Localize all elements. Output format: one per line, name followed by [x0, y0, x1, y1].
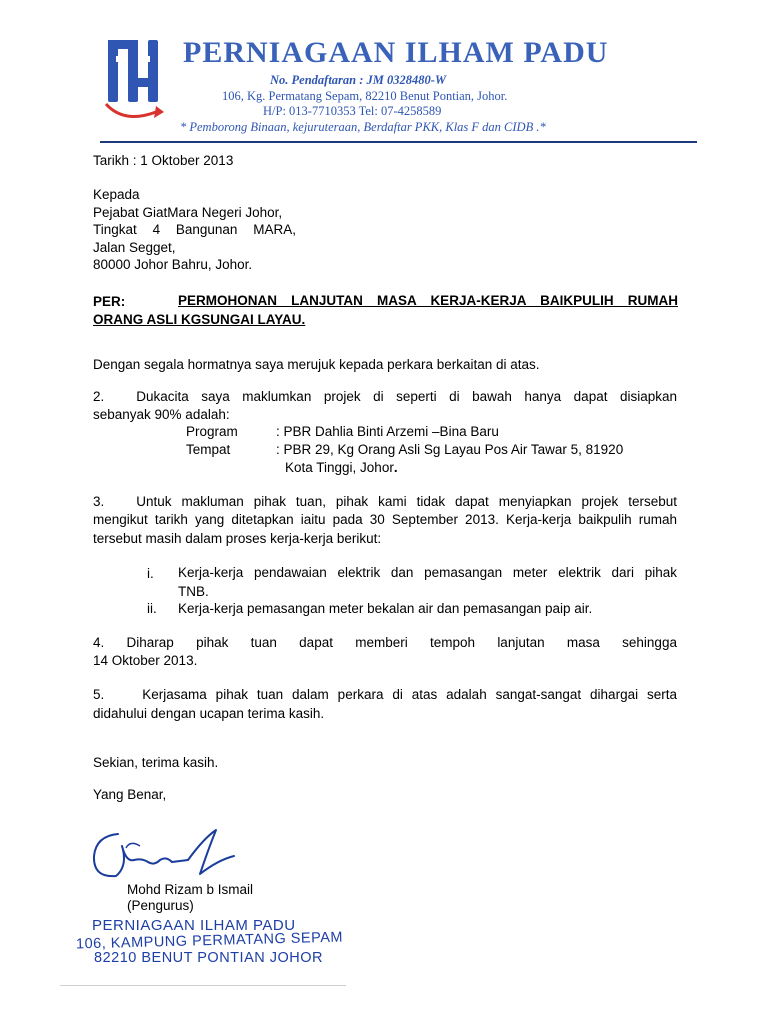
opening-paragraph: Dengan segala hormatnya saya merujuk kepada perkara berkaitan di atas.	[93, 357, 540, 372]
subject-line-2: ORANG ASLI KGSUNGAI LAYAU.	[93, 312, 306, 327]
paragraph-4-word: tuan	[250, 635, 277, 650]
paragraph-5-line-1: 5. Kerjasama pihak tuan dalam perkara di atas adalah sangat-sangat dihargai serta	[93, 687, 677, 702]
paragraph-4-word: memberi	[355, 635, 408, 650]
tempat-value: : PBR 29, Kg Orang Asli Sg Layau Pos Air Tawar 5, 81920	[276, 442, 624, 457]
paragraph-3-line-2: mengikut tarikh yang ditetapkan iaitu pada 30 September 2013. Kerja-kerja baikpulih rumah	[93, 512, 677, 527]
list-item-text: Kerja-kerja pendawaian elektrik dan pemasangan meter elektrik dari pihak	[178, 565, 677, 580]
handwritten-signature	[88, 826, 238, 888]
recipient-line: 80000 Johor Bahru, Johor.	[93, 257, 253, 272]
list-marker: ii.	[147, 601, 157, 616]
tempat-label: Tempat	[186, 442, 231, 457]
paragraph-3-line-3: tersebut masih dalam proses kerja-kerja berikut:	[93, 531, 382, 546]
paragraph-4-word: sehingga	[622, 635, 677, 650]
list-item-text: Kerja-kerja pemasangan meter bekalan air dan pemasangan paip air.	[178, 601, 593, 616]
recipient-salutation: Kepada	[93, 187, 140, 202]
stamp-line: 82210 BENUT PONTIAN JOHOR	[94, 950, 323, 966]
paragraph-4-word: lanjutan	[497, 635, 545, 650]
closing: Sekian, terima kasih.	[93, 755, 219, 770]
subject-line-1: PERMOHONAN LANJUTAN MASA KERJA-KERJA BAIKPULIH RUMAH	[178, 293, 678, 308]
company-phone: H/P: 013-7710353 Tel: 07-4258589	[263, 104, 442, 118]
signatory-name: Mohd Rizam b Ismail	[127, 882, 254, 897]
list-marker: i.	[147, 566, 154, 581]
paragraph-3-line-1: 3. Untuk makluman pihak tuan, pihak kami tidak dapat menyiapkan projek tersebut	[93, 494, 677, 509]
tempat-value-line-2: Kota Tinggi, Johor.	[285, 460, 398, 475]
subject-label: PER:	[93, 294, 126, 309]
signatory-title: (Pengurus)	[127, 898, 194, 913]
company-name: PERNIAGAAN ILHAM PADU	[183, 36, 609, 69]
stamp-line: PERNIAGAAN ILHAM PADU	[92, 917, 296, 934]
stamp-line: 106, KAMPUNG PERMATANG SEPAM	[75, 929, 344, 953]
recipient-word: MARA,	[253, 222, 296, 237]
paragraph-5-line-2: didahului dengan ucapan terima kasih.	[93, 706, 325, 721]
recipient-line	[93, 221, 296, 239]
paragraph-4-word: dapat	[299, 635, 333, 650]
paragraph-4-word: masa	[566, 635, 600, 650]
registration-number: No. Pendaftaran : JM 0328480-W	[270, 73, 447, 87]
recipient-line: Pejabat GiatMara Negeri Johor,	[93, 204, 283, 220]
recipient-word: 4	[152, 222, 161, 237]
recipient-word: Tingkat	[93, 222, 137, 237]
company-tagline: * Pemborong Binaan, kejuruteraan, Berdaftar PKK, Klas F dan CIDB .*	[180, 120, 546, 134]
program-value: : PBR Dahlia Binti Arzemi –Bina Baru	[276, 424, 499, 439]
footer-divider	[60, 985, 346, 986]
paragraph-4-word: tempoh	[430, 635, 476, 650]
company-logo	[104, 38, 168, 124]
letter-date: Tarikh : 1 Oktober 2013	[93, 153, 234, 168]
recipient-line: Jalan Segget,	[93, 239, 176, 255]
list-item-text-continued: TNB.	[178, 584, 209, 599]
recipient-block	[93, 186, 296, 274]
paragraph-4-word: Diharap	[126, 635, 174, 650]
program-label: Program	[186, 424, 238, 439]
paragraph-4-word: pihak	[196, 635, 229, 650]
signoff: Yang Benar,	[93, 787, 167, 802]
paragraph-2-line-1: 2. Dukacita saya maklumkan projek di seperti di bawah hanya dapat disiapkan	[93, 389, 677, 404]
paragraph-2-line-2: sebanyak 90% adalah:	[93, 407, 230, 422]
recipient-word: Bangunan	[175, 222, 238, 237]
company-address: 106, Kg. Permatang Sepam, 82210 Benut Pontian, Johor.	[222, 89, 508, 103]
paragraph-4-line-2: 14 Oktober 2013.	[93, 653, 198, 668]
letterhead-divider	[100, 141, 697, 143]
paragraph-4-line-1	[93, 634, 677, 652]
paragraph-4-word: 4.	[93, 635, 105, 650]
